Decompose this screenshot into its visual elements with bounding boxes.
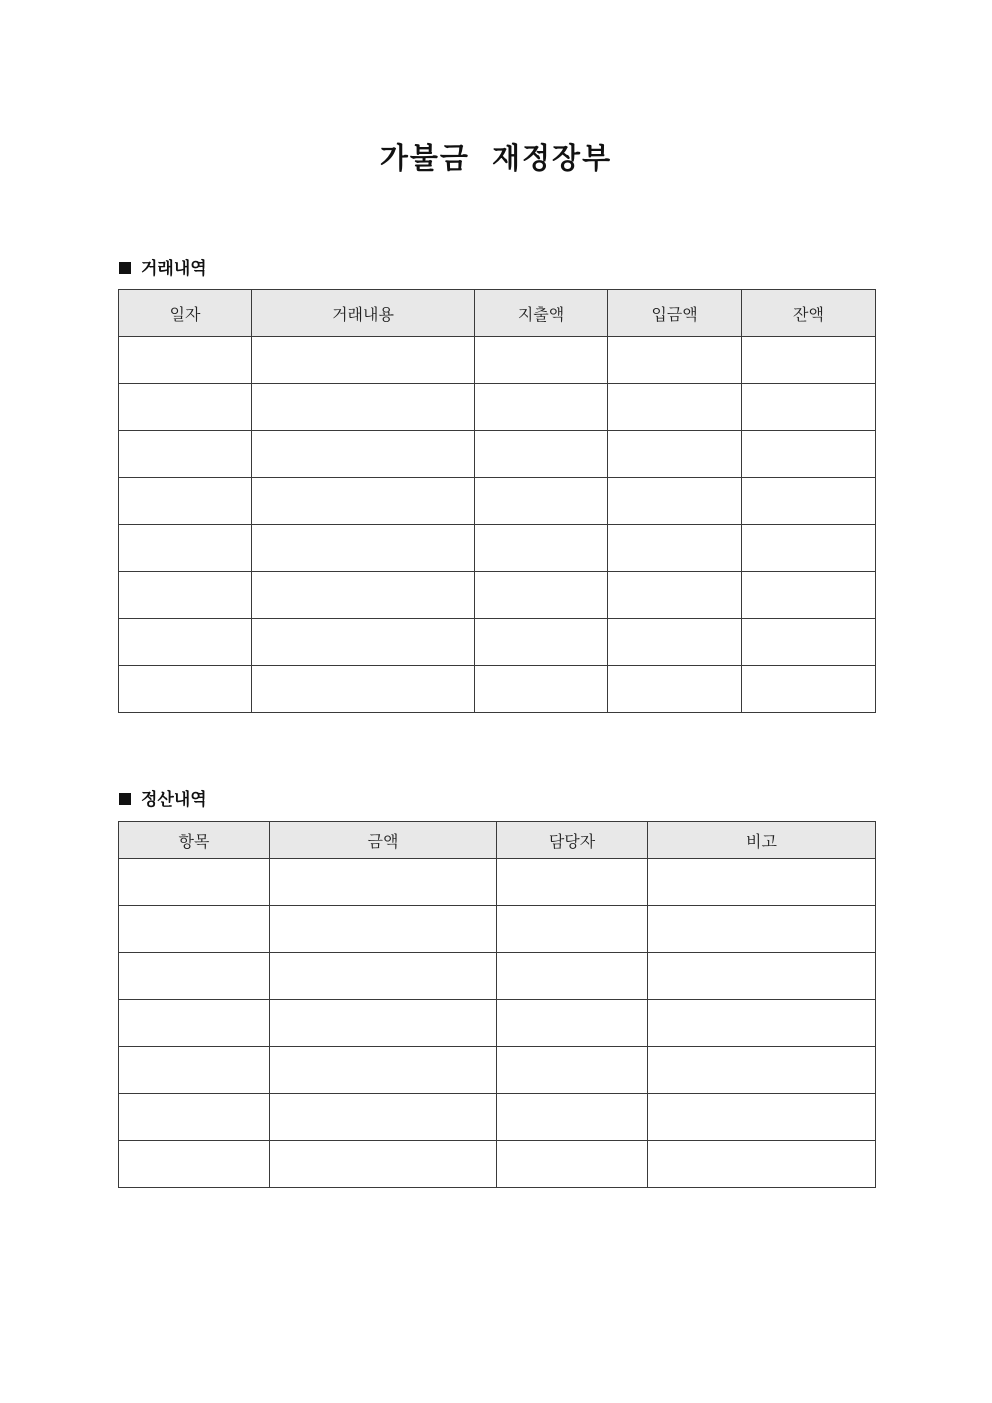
table-header-row (119, 822, 876, 859)
settlement-table (118, 821, 876, 1188)
section-heading-label: 정산내역 (141, 790, 207, 810)
table-cell[interactable] (270, 1141, 497, 1188)
column-header-deposit: 입금액 (608, 290, 742, 337)
section-heading-transactions (119, 254, 207, 279)
table-cell[interactable] (648, 1094, 876, 1141)
column-header-manager: 담당자 (497, 822, 648, 859)
table-cell[interactable] (252, 431, 475, 478)
table-cell[interactable] (742, 384, 876, 431)
column-header-expense: 지출액 (475, 290, 608, 337)
table-cell[interactable] (608, 431, 742, 478)
section-heading-label: 거래내역 (141, 259, 207, 279)
table-cell[interactable] (497, 1047, 648, 1094)
table-cell[interactable] (252, 384, 475, 431)
column-header-amount: 금액 (270, 822, 497, 859)
table-cell[interactable] (648, 1141, 876, 1188)
table-cell[interactable] (648, 1000, 876, 1047)
table-cell[interactable] (252, 572, 475, 619)
table-cell[interactable] (497, 859, 648, 906)
table-cell[interactable] (608, 666, 742, 713)
table-cell[interactable] (648, 953, 876, 1000)
table-cell[interactable] (608, 619, 742, 666)
column-header-description: 거래내용 (252, 290, 475, 337)
table-cell[interactable] (475, 525, 608, 572)
table-cell[interactable] (648, 906, 876, 953)
table-row (119, 431, 876, 478)
table-cell[interactable] (475, 384, 608, 431)
table-cell[interactable] (475, 666, 608, 713)
table-cell[interactable] (252, 525, 475, 572)
table-cell[interactable] (497, 1094, 648, 1141)
table-row (119, 525, 876, 572)
table-cell[interactable] (648, 859, 876, 906)
page-title: 가불금 재정장부 (379, 141, 613, 175)
column-header-item: 항목 (119, 822, 270, 859)
table-cell[interactable] (608, 337, 742, 384)
table-cell[interactable] (119, 1047, 270, 1094)
square-bullet-icon (119, 262, 131, 274)
table-cell[interactable] (252, 619, 475, 666)
table-cell[interactable] (119, 431, 252, 478)
table-cell[interactable] (497, 953, 648, 1000)
table-row (119, 859, 876, 906)
table-cell[interactable] (608, 525, 742, 572)
table-row (119, 1000, 876, 1047)
table-cell[interactable] (475, 619, 608, 666)
table-cell[interactable] (497, 1141, 648, 1188)
table-row (119, 384, 876, 431)
table-cell[interactable] (608, 572, 742, 619)
table-cell[interactable] (119, 384, 252, 431)
section-heading-settlement (119, 785, 207, 810)
table-cell[interactable] (497, 906, 648, 953)
table-cell[interactable] (119, 1000, 270, 1047)
table-cell[interactable] (742, 666, 876, 713)
table-cell[interactable] (475, 431, 608, 478)
table-cell[interactable] (119, 859, 270, 906)
table-cell[interactable] (270, 1094, 497, 1141)
table-row (119, 953, 876, 1000)
table-row (119, 1047, 876, 1094)
table-row (119, 1094, 876, 1141)
table-cell[interactable] (742, 572, 876, 619)
table-cell[interactable] (270, 953, 497, 1000)
table-row (119, 619, 876, 666)
table-cell[interactable] (252, 666, 475, 713)
table-cell[interactable] (119, 572, 252, 619)
table-cell[interactable] (270, 859, 497, 906)
table-header-row (119, 290, 876, 337)
column-header-date: 일자 (119, 290, 252, 337)
table-cell[interactable] (475, 478, 608, 525)
table-cell[interactable] (475, 337, 608, 384)
table-cell[interactable] (742, 478, 876, 525)
table-cell[interactable] (475, 572, 608, 619)
table-cell[interactable] (742, 431, 876, 478)
table-cell[interactable] (119, 953, 270, 1000)
table-cell[interactable] (119, 619, 252, 666)
table-cell[interactable] (119, 906, 270, 953)
table-cell[interactable] (252, 337, 475, 384)
table-cell[interactable] (119, 1094, 270, 1141)
column-header-remarks: 비고 (648, 822, 876, 859)
table-cell[interactable] (648, 1047, 876, 1094)
table-cell[interactable] (119, 337, 252, 384)
table-cell[interactable] (608, 478, 742, 525)
table-row (119, 1141, 876, 1188)
table-cell[interactable] (497, 1000, 648, 1047)
table-cell[interactable] (119, 1141, 270, 1188)
table-cell[interactable] (742, 525, 876, 572)
table-row (119, 572, 876, 619)
table-cell[interactable] (742, 337, 876, 384)
table-cell[interactable] (119, 525, 252, 572)
table-cell[interactable] (608, 384, 742, 431)
table-cell[interactable] (119, 478, 252, 525)
table-row (119, 666, 876, 713)
table-cell[interactable] (270, 1047, 497, 1094)
column-header-balance: 잔액 (742, 290, 876, 337)
table-row (119, 906, 876, 953)
table-row (119, 337, 876, 384)
table-cell[interactable] (742, 619, 876, 666)
transactions-table (118, 289, 876, 713)
table-cell[interactable] (270, 1000, 497, 1047)
table-cell[interactable] (270, 906, 497, 953)
square-bullet-icon (119, 793, 131, 805)
table-cell[interactable] (252, 478, 475, 525)
table-cell[interactable] (119, 666, 252, 713)
table-row (119, 478, 876, 525)
